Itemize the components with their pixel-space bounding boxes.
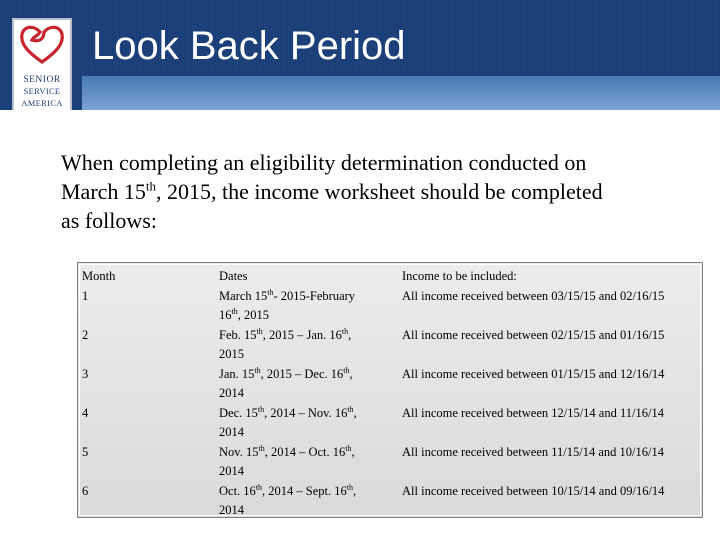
table-row [82,482,700,521]
header-month: Month [82,269,116,283]
row-5-month: 5 [82,444,89,459]
row-2-dates-c: , [348,327,352,342]
row-3-dates-b: , 2015 – Dec. 16 [260,366,344,381]
row-3-income: All income received between 01/15/15 and 12/16/14 [402,366,665,381]
row-5-income: All income received between 11/15/14 and 10/16/14 [402,444,664,459]
row-2-income: All income received between 02/15/15 and 01/16/15 [402,327,665,342]
row-2-dates-b-sup: th [341,326,349,336]
row-6-dates-b-sup: th [346,482,354,492]
intro-line-2-pre: March 15 [61,179,146,204]
logo-text-service: SERVICE [23,86,61,96]
row-1-dates-c: 16 [219,308,232,322]
row-1-dates [219,287,402,326]
header-income: Income to be included: [402,269,517,283]
intro-line-1: When completing an eligibility determination conducted on [61,150,587,175]
row-4-dates-b-sup: th [347,404,354,414]
row-2-dates-d: 2015 [219,347,244,361]
row-5-dates [219,443,402,482]
table-row [82,443,700,482]
row-4-dates-c: , [353,405,357,420]
row-4-dates [219,404,402,443]
row-6-income: All income received between 10/15/14 and 09/16/14 [402,483,665,498]
row-4-month: 4 [82,405,89,420]
row-6-month: 6 [82,483,89,498]
row-4-dates-d: 2014 [219,425,244,439]
row-5-dates-a-sup: th [258,443,265,453]
table-header-row [82,267,700,287]
row-4-dates-b: , 2014 – Nov. 16 [264,405,348,420]
row-4-dates-a-sup: th [257,404,265,414]
row-1-dates-c-sup: th [231,306,238,316]
header-dates: Dates [219,269,248,283]
row-6-dates-c: , [353,483,357,498]
row-3-dates-a: Jan. 15 [219,366,255,381]
row-6-dates [219,482,402,521]
intro-paragraph [61,148,701,235]
row-2-dates [219,326,402,365]
row-3-month: 3 [82,366,89,381]
row-6-dates-b: , 2014 – Sept. 16 [262,483,347,498]
table-row [82,404,700,443]
row-3-dates-b-sup: th [343,365,350,375]
intro-line-2-sup: th [145,178,157,194]
title-band [82,76,720,110]
senior-service-america-logo [12,18,72,118]
income-periods-table [82,267,700,521]
row-1-income: All income received between 03/15/15 and 02/16/15 [402,288,665,303]
row-3-dates-a-sup: th [254,365,261,375]
row-5-dates-b-sup: th [345,443,352,453]
table-row [82,365,700,404]
table-row [82,326,700,365]
row-1-dates-d: , 2015 [237,308,269,322]
row-1-dates-b: - 2015-February [273,288,356,303]
row-1-dates-a: March 15 [219,288,268,303]
logo-text-america: AMERICA [21,98,63,108]
look-back-table [77,262,703,518]
intro-line-2-post: , 2015, the income worksheet should be completed [156,179,603,204]
row-5-dates-c: , [351,444,355,459]
row-2-dates-a-sup: th [256,326,263,336]
row-6-dates-a-sup: th [255,482,263,492]
table-row [82,287,700,326]
row-2-dates-b: , 2015 – Jan. 16 [262,327,342,342]
row-5-dates-b: , 2014 – Oct. 16 [264,444,346,459]
row-2-dates-a: Feb. 15 [219,327,257,342]
slide-title: Look Back Period [92,24,406,68]
intro-line-3: as follows: [61,208,157,233]
row-4-income: All income received between 12/15/14 and 11/16/14 [402,405,664,420]
row-3-dates [219,365,402,404]
row-4-dates-a: Dec. 15 [219,405,258,420]
row-5-dates-a: Nov. 15 [219,444,259,459]
row-3-dates-c: , [349,366,353,381]
row-5-dates-d: 2014 [219,464,244,478]
logo-heart-icon [14,20,70,116]
row-1-month: 1 [82,288,89,303]
row-6-dates-a: Oct. 16 [219,483,256,498]
row-1-dates-a-sup: th [267,287,274,297]
row-3-dates-d: 2014 [219,386,244,400]
row-2-month: 2 [82,327,89,342]
logo-text-senior: SENIOR [23,75,61,85]
row-6-dates-d: 2014 [219,503,244,517]
